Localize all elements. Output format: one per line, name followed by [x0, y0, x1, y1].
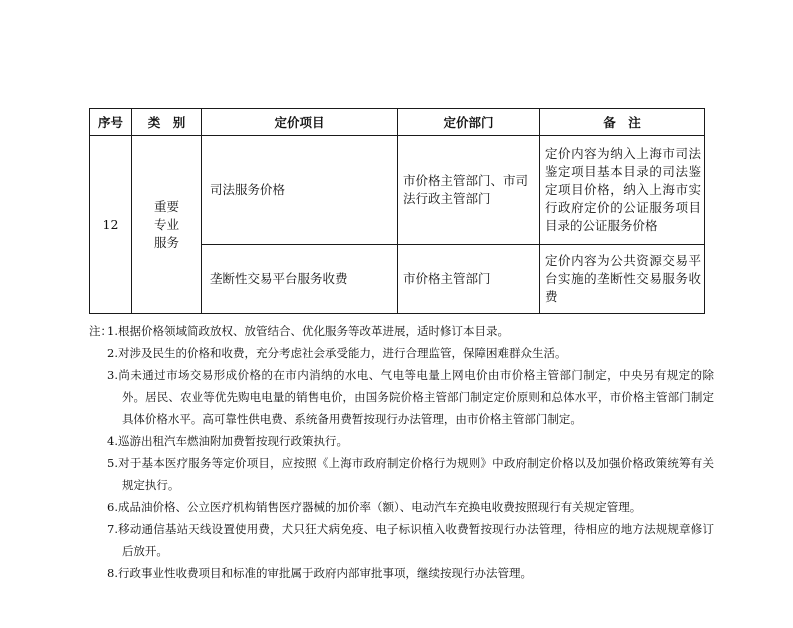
footnote-text: 6.成品油价格、公立医疗机构销售医疗器械的加价率（额）、电动汽车充换电收费按照现行有关规定管理。	[107, 500, 642, 514]
pricing-item-cell: 司法服务价格	[202, 136, 398, 245]
pricing-item-cell: 垄断性交易平台服务收费	[202, 245, 398, 314]
category-cell	[132, 136, 202, 314]
header-pricing-item: 定价项目	[202, 109, 398, 136]
footnotes	[89, 320, 714, 584]
footnote-text: 4.巡游出租汽车燃油附加费暂按现行政策执行。	[107, 434, 348, 448]
footnote-text: 2.对涉及民生的价格和收费，充分考虑社会承受能力，进行合理监管，保障困难群众生活。	[107, 346, 567, 360]
footnote-item	[89, 320, 714, 342]
category-line: 专业	[153, 216, 179, 232]
footnote-item	[89, 562, 714, 584]
footnote-item	[89, 342, 714, 364]
footnote-prefix: 注：	[89, 324, 112, 338]
pricing-department-cell: 市价格主管部门、市司法行政主管部门	[398, 136, 540, 245]
footnote-text: 8.行政事业性收费项目和标准的审批属于政府内部审批事项，继续按现行办法管理。	[107, 566, 532, 580]
footnote-item	[89, 496, 714, 518]
pricing-catalog-table	[89, 108, 705, 314]
footnote-text: 7.移动通信基站天线设置使用费，犬只狂犬病免疫、电子标识植入收费暂按现行办法管理，待相应的地方法规规章修订后放开。	[107, 522, 714, 558]
remarks-cell: 定价内容为公共资源交易平台实施的垄断性交易服务收费	[540, 245, 705, 314]
footnote-item	[89, 364, 714, 430]
table-header-row	[90, 109, 705, 136]
header-remarks: 备 注	[540, 109, 705, 136]
header-pricing-department: 定价部门	[398, 109, 540, 136]
category-line: 服务	[153, 234, 179, 250]
header-category: 类 别	[132, 109, 202, 136]
footnote-text: 5.对于基本医疗服务等定价项目，应按照《上海市政府制定价格行为规则》中政府制定价格以及加强价格政策统筹有关规定执行。	[107, 456, 714, 492]
pricing-department-cell: 市价格主管部门	[398, 245, 540, 314]
remarks-cell: 定价内容为纳入上海市司法鉴定项目基本目录的司法鉴定项目价格，纳入上海市实行政府定价的公证服务项目目录的公证服务价格	[540, 136, 705, 245]
category-line: 重要	[153, 198, 179, 214]
serial-number-cell: 12	[90, 136, 132, 314]
footnote-item	[89, 430, 714, 452]
footnote-item	[89, 518, 714, 562]
footnote-text: 3.尚未通过市场交易形成价格的在市内消纳的水电、气电等电量上网电价由市价格主管部门制定，中央另有规定的除外。居民、农业等优先购电电量的销售电价，由国务院价格主管部门制定定价原则和总体水平，市价格主管部门制定具体价格水平。高可靠性供电费、系统备用费暂按现行办法管理，由市价格主管部门制定。	[107, 368, 714, 426]
header-serial-number: 序号	[90, 109, 132, 136]
footnote-item	[89, 452, 714, 496]
table-row	[90, 136, 705, 245]
footnote-text: 1.根据价格领域简政放权、放管结合、优化服务等改革进展，适时修订本目录。	[107, 324, 509, 338]
